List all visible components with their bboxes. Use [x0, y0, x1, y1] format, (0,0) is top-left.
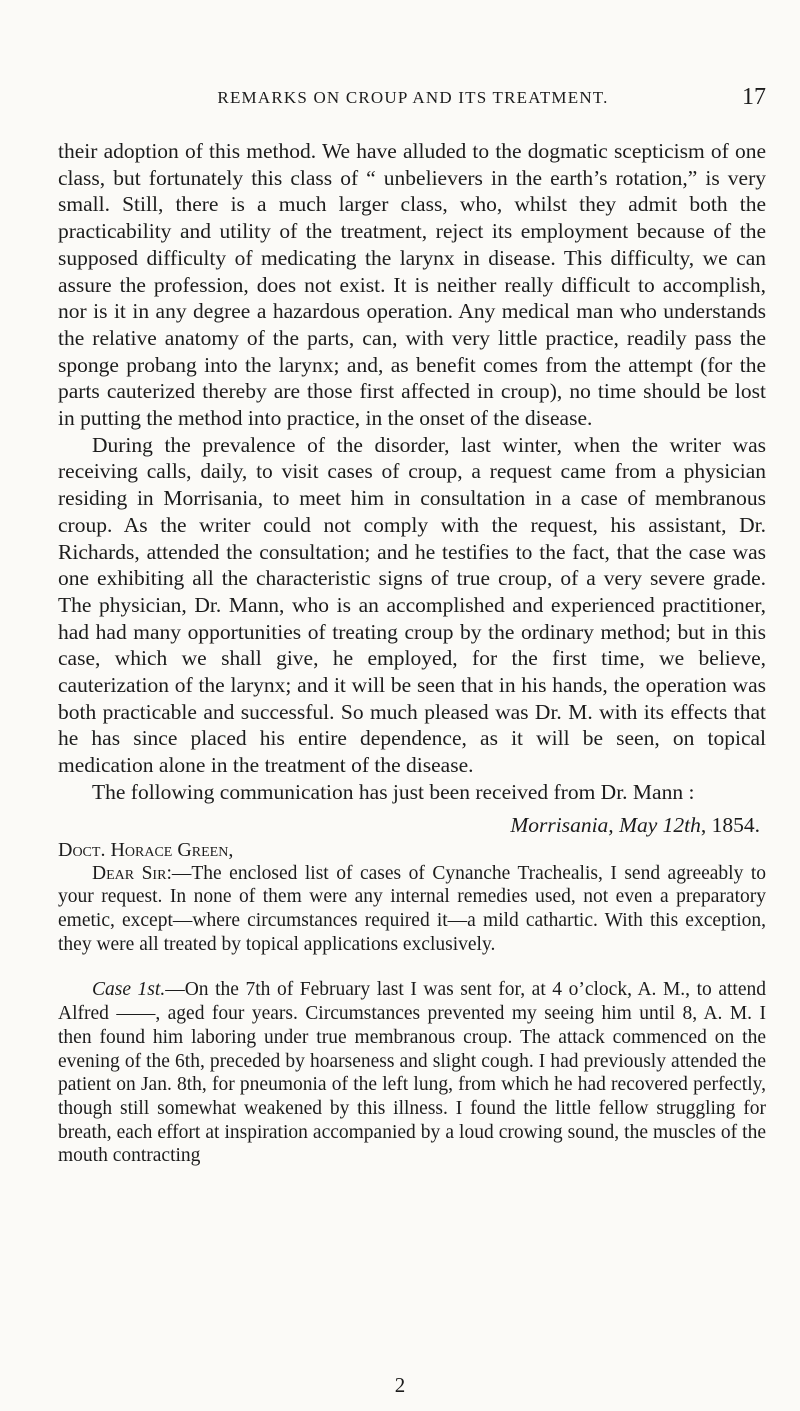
- signature-mark: 2: [394, 1373, 406, 1397]
- case-text: —On the 7th of February last I was sent for, at 4 o’clock, A. M., to attend Alfred ——, aged four years. Circumstances prevented my seeing him until 8, A. M. I then found him laboring under true membranous croup. The attack commenced on the evening of the 6th, preceded by hoarseness and slight cough. I had previously attended the patient on Jan. 8th, for pneumonia of the left lung, from which he had recovered perfectly, though still somewhat weakened by this illness. I found the little fellow struggling for breath, each effort at inspiration accompanied by a loud crowing sound, the muscles of the mouth contracting: [58, 979, 766, 1167]
- letter-text: :—The enclosed list of cases of Cynanche Trachealis, I send agreeably to your request. In none of them were any internal remedies used, not even a preparatory emetic, except—where circumstances required it—a mild cathartic. With this exception, they were all treated by topical applications exclusively.: [58, 862, 767, 955]
- page-header: [60, 84, 766, 118]
- letter-year: , 1854.: [700, 812, 760, 837]
- letter-dateline: [58, 812, 766, 838]
- letter-body: [58, 862, 766, 957]
- letter-place: Morrisania,: [510, 812, 614, 837]
- letter-month: May: [619, 812, 658, 837]
- page-number: 17: [742, 84, 766, 110]
- running-head: REMARKS ON CROUP AND ITS TREATMENT.: [217, 88, 609, 107]
- paragraph-2: During the prevalence of the disorder, last winter, when the writer was receiving calls, daily, to visit cases of croup, a request came from a physician residing in Morrisania, to meet him in consultation in a case of membranous croup. As the writer could not comply with the request, his assistant, Dr. Richards, attended the consultation; and he testifies to the fact, that the case was one exhibiting all the characteristic signs of true croup, of a very severe grade. The physician, Dr. Mann, who is an accomplished and experienced practitioner, had had many opportunities of treating croup by the ordinary method; but in this case, which we shall give, he employed, for the first time, we believe, cauterization of the larynx; and it will be seen that in his hands, the operation was both practicable and successful. So much pleased was Dr. M. with its effects that he has since placed his entire dependence, as it will be seen, on topical medication alone in the treatment of the disease.: [58, 432, 766, 778]
- paragraph-3: The following communication has just been received from Dr. Mann :: [92, 779, 695, 804]
- letter-day: 12th: [662, 812, 701, 837]
- case-label: Case 1st.: [92, 979, 166, 1001]
- page-body: [58, 138, 766, 1168]
- letter-block: [58, 812, 766, 957]
- paragraph-1: their adoption of this method. We have alluded to the dogmatic scepticism of one class, but fortunately this class of “ unbelievers in the earth’s rotation,” is very small. Still, there is a much larger class, who, whilst they admit both the practicability and utility of the treatment, reject its employment because of the supposed difficulty of medicating the larynx in disease. This difficulty, we can assure the profession, does not exist. It is neither really difficult to accomplish, nor is it in any degree a hazardous operation. Any medical man who understands the relative anatomy of the parts, can, with very little practice, readily pass the sponge probang into the larynx; and, as benefit comes from the attempt (for the parts cauterized thereby are those first affected in croup), no time should be lost in putting the method into practice, in the onset of the disease.: [58, 139, 766, 431]
- letter-salutation: Dear Sir: [92, 862, 167, 884]
- case-paragraph: [58, 978, 766, 1168]
- letter-addressee: Doct. Horace Green,: [58, 838, 234, 861]
